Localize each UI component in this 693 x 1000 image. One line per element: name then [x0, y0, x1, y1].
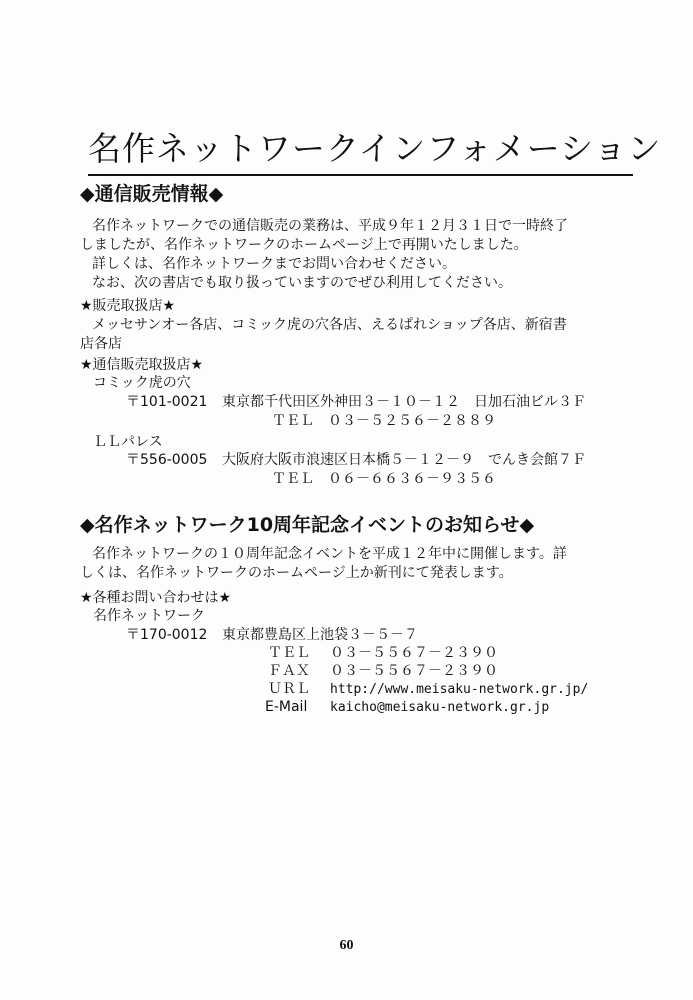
mail-order-heading: ◆通信販売情報◆ [80, 183, 224, 205]
anniversary-line2: しくは、名作ネットワークのホームページ上か新刊にて発表します。 [80, 565, 513, 581]
stores-line1: メッセサンオー各店、コミック虎の穴各店、えるぱれショップ各店、新宿書 [92, 317, 567, 333]
anniversary-line1: 名作ネットワークの１０周年記念イベントを平成１２年中に開催します。詳 [92, 546, 567, 562]
contact-fax-label: ＦＡＸ [268, 663, 310, 679]
contact-email-label: E-Mail [265, 699, 308, 715]
shop2-postal: 〒556-0005 [126, 452, 208, 468]
stores-line2: 店各店 [80, 336, 122, 352]
contact-address: 東京都豊島区上池袋３－５－７ [222, 627, 418, 643]
contact-heading: ★各種お問い合わせは★ [80, 590, 232, 606]
contact-org: 名作ネットワーク [93, 608, 205, 624]
shop1-postal: 〒101-0021 [126, 394, 208, 410]
contact-url-label: ＵＲＬ [268, 681, 310, 697]
mail-stores-heading: ★通信販売取扱店★ [80, 357, 204, 373]
shop2-name: ＬＬパレス [93, 434, 163, 450]
contact-url: http://www.meisaku-network.gr.jp/ [330, 682, 589, 697]
mail-order-text-p3: なお、次の書店でも取り扱っていますのでぜひ利用してください。 [92, 275, 512, 291]
contact-email: kaicho@meisaku-network.gr.jp [330, 700, 550, 715]
page-number: 60 [339, 938, 354, 953]
stores-heading: ★販売取扱店★ [80, 298, 176, 314]
shop2-tel: ＴＥＬ ０６－６６３６－９３５６ [272, 471, 496, 487]
shop2-address: 大阪府大阪市浪速区日本橋５－１２－９ でんき会館７Ｆ [222, 452, 586, 468]
mail-order-text-line2: しましたが、名作ネットワークのホームページ上で再開いたしました。 [80, 237, 528, 253]
contact-postal: 〒170-0012 [126, 627, 208, 643]
contact-tel-label: ＴＥＬ [268, 645, 310, 661]
mail-order-text-p2: 詳しくは、名作ネットワークまでお問い合わせください。 [92, 256, 456, 272]
anniversary-heading: ◆名作ネットワーク10周年記念イベントのお知らせ◆ [80, 514, 535, 536]
contact-tel: ０３－５５６７－２３９０ [330, 645, 498, 661]
shop1-tel: ＴＥＬ ０３－５２５６－２８８９ [272, 413, 496, 429]
page-title: 名作ネットワークインフォメーション [88, 128, 633, 176]
shop1-address: 東京都千代田区外神田３－１０－１２ 日加石油ビル３Ｆ [222, 394, 586, 410]
mail-order-text-line1: 名作ネットワークでの通信販売の業務は、平成９年１２月３１日で一時終了 [92, 218, 568, 234]
shop1-name: コミック虎の穴 [93, 375, 191, 391]
contact-fax: ０３－５５６７－２３９０ [330, 663, 498, 679]
